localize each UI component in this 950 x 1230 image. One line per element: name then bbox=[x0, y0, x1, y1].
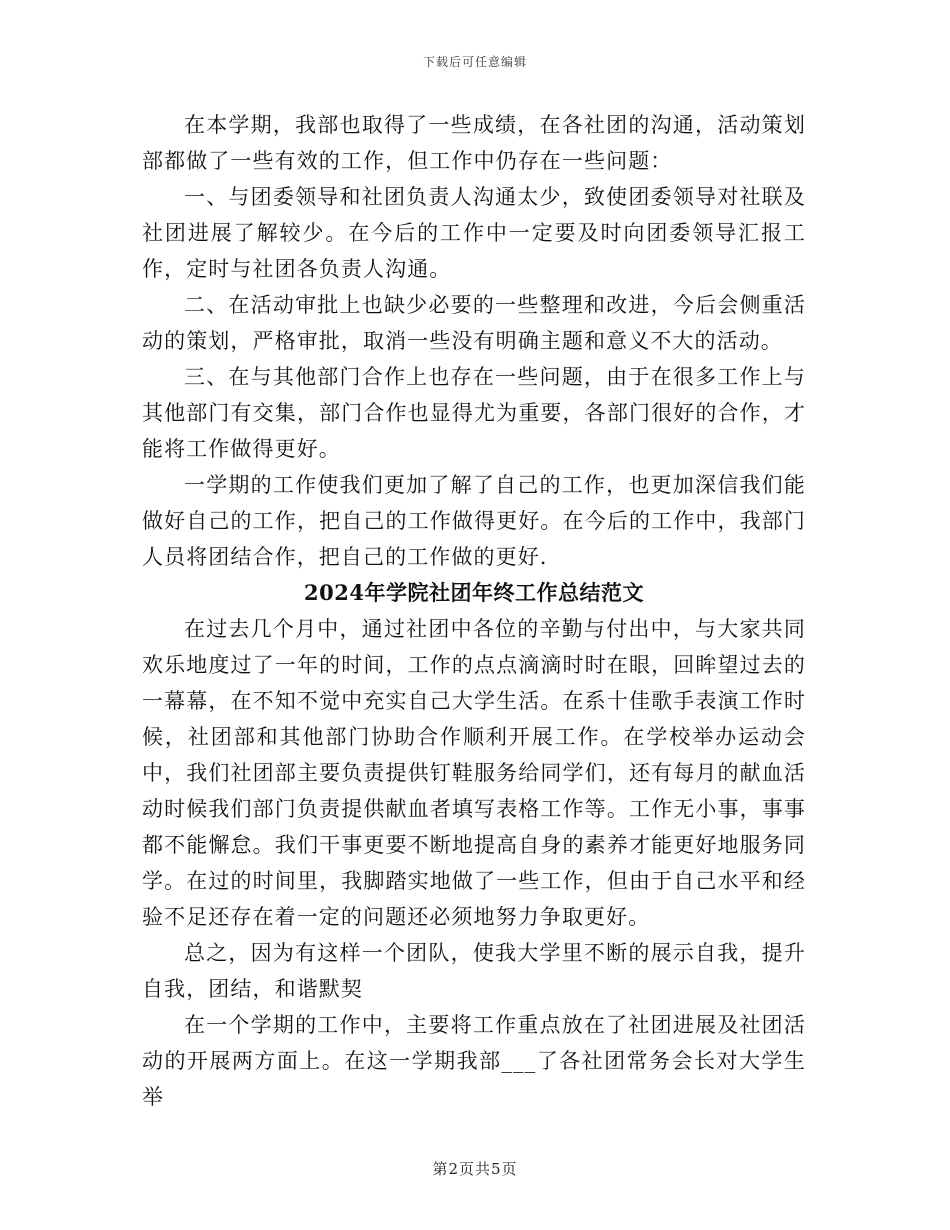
paragraph-3: 二、在活动审批上也缺少必要的一些整理和改进，今后会侧重活动的策划，严格审批，取消一些没有明确主题和意义不大的活动。 bbox=[142, 293, 806, 353]
paragraph-8: 在一个学期的工作中，主要将工作重点放在了社团进展及社团活动的开展两方面上。在这一学期我部___了各社团常务会长对大学生举 bbox=[142, 1013, 806, 1109]
section-title: 2024年学院社团年终工作总结范文 bbox=[304, 580, 644, 605]
page-header: 下载后可任意编辑 bbox=[422, 55, 527, 69]
page-footer: 第2页共5页 bbox=[432, 1160, 518, 1178]
document-body bbox=[142, 107, 806, 1115]
paragraph-1: 在本学期，我部也取得了一些成绩，在各社团的沟通，活动策划部都做了一些有效的工作，但工作中仍存在一些问题： bbox=[142, 113, 806, 173]
paragraph-6: 在过去几个月中，通过社团中各位的辛勤与付出中，与大家共同欢乐地度过了一年的时间，工作的点点滴滴时时在眼，回眸望过去的一幕幕，在不知不觉中充实自己大学生活。在系十佳歌手表演工作时候，社团部和其他部门协助合作顺利开展工作。在学校举办运动会中，我们社团部主要负责提供钉鞋服务给同学们，还有每月的献血活动时候我们部门负责提供献血者填写表格工作等。工作无小事，事事都不能懈怠。我们干事更要不断地提高自身的素养才能更好地服务同学。在过的时间里，我脚踏实地做了一些工作，但由于自己水平和经验不足还存在着一定的问题还必须地努力争取更好。 bbox=[142, 617, 806, 929]
paragraph-2: 一、与团委领导和社团负责人沟通太少，致使团委领导对社联及社团进展了解较少。在今后的工作中一定要及时向团委领导汇报工作，定时与社团各负责人沟通。 bbox=[142, 185, 806, 281]
paragraph-4: 三、在与其他部门合作上也存在一些问题，由于在很多工作上与其他部门有交集，部门合作也显得尤为重要，各部门很好的合作，才能将工作做得更好。 bbox=[142, 365, 806, 461]
paragraph-7: 总之，因为有这样一个团队，使我大学里不断的展示自我，提升自我，团结，和谐默契 bbox=[142, 941, 806, 1001]
paragraph-5: 一学期的工作使我们更加了解了自己的工作，也更加深信我们能做好自己的工作，把自己的工作做得更好。在今后的工作中，我部门人员将团结合作，把自己的工作做的更好. bbox=[142, 473, 806, 569]
